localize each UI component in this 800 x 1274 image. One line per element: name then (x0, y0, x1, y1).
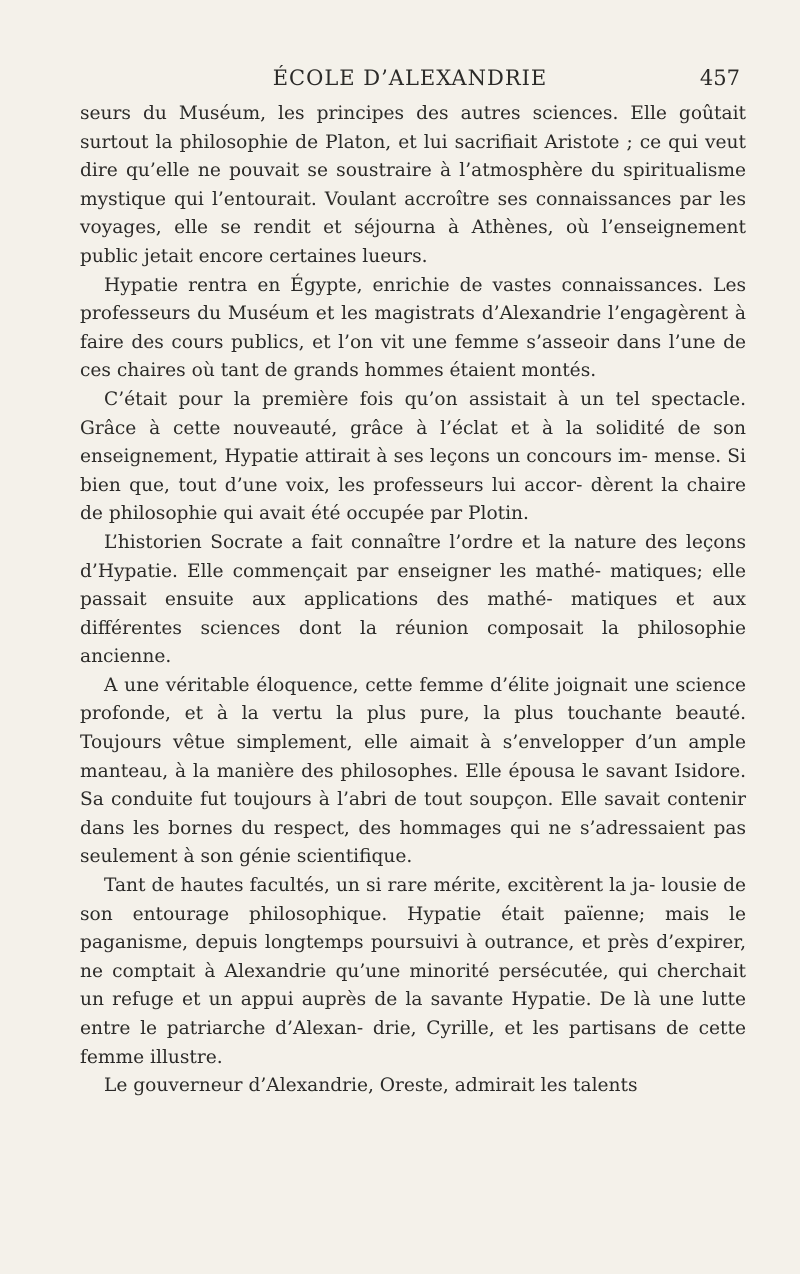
body-text (80, 100, 746, 1101)
running-title: ÉCOLE D’ALEXANDRIE (272, 66, 548, 90)
paragraph: Le gouverneur d’Alexandrie, Oreste, admirait les talents (104, 1075, 638, 1097)
paragraph: L’historien Socrate a fait connaître l’ordre et la nature des leçons d’Hypatie. Elle commençait par enseigner les mathé- matiques; elle passait ensuite aux applications des mathé- matiques et aux différentes sciences dont la réunion composait la philosophie ancienne. (80, 531, 746, 668)
paragraph: A une véritable éloquence, cette femme d’élite joignait une science profonde, et à la vertu la plus pure, la plus touchante beauté. Toujours vêtue simplement, elle aimait à s’envelopper d’un ample manteau, à la manière des philosophes. Elle épousa le savant Isidore. Sa conduite fut toujours à l’abri de tout soupçon. Elle savait contenir dans les bornes du respect, des hommages qui ne s’adressaient pas seulement à son génie scientifique. (80, 674, 746, 868)
paragraph: Hypatie rentra en Égypte, enrichie de vastes connaissances. Les professeurs du Muséum et les magistrats d’Alexandrie l’engagèrent à faire des cours publics, et l’on vit une femme s’asseoir dans l’une de ces chaires où tant de grands hommes étaient montés. (80, 274, 746, 382)
paragraph: C’était pour la première fois qu’on assistait à un tel spectacle. Grâce à cette nouveauté, grâce à l’éclat et à la solidité de son enseignement, Hypatie attirait à ses leçons un concours im- mense. Si bien que, tout d’une voix, les professeurs lui accor- dèrent la chaire de philosophie qui avait été occupée par Plotin. (80, 388, 746, 525)
paragraph: seurs du Muséum, les principes des autres sciences. Elle goûtait surtout la philosophie de Platon, et lui sacrifiait Aristote ; ce qui veut dire qu’elle ne pouvait se soustraire à l’atmosphère du spiritualisme mystique qui l’entourait. Voulant accroître ses connaissances par les voyages, elle se rendit et séjourna à Athènes, où l’enseignement public jetait encore certaines lueurs. (80, 103, 746, 267)
running-header (80, 66, 740, 94)
paragraph: Tant de hautes facultés, un si rare mérite, excitèrent la ja- lousie de son entourage philosophique. Hypatie était païenne; mais le paganisme, depuis longtemps poursuivi à outrance, et près d’expirer, ne comptait à Alexandrie qu’une minorité persécutée, qui cherchait un refuge et un appui auprès de la savante Hypatie. De là une lutte entre le patriarche d’Alexan- drie, Cyrille, et les partisans de cette femme illustre. (80, 875, 746, 1068)
page-number: 457 (699, 66, 740, 90)
